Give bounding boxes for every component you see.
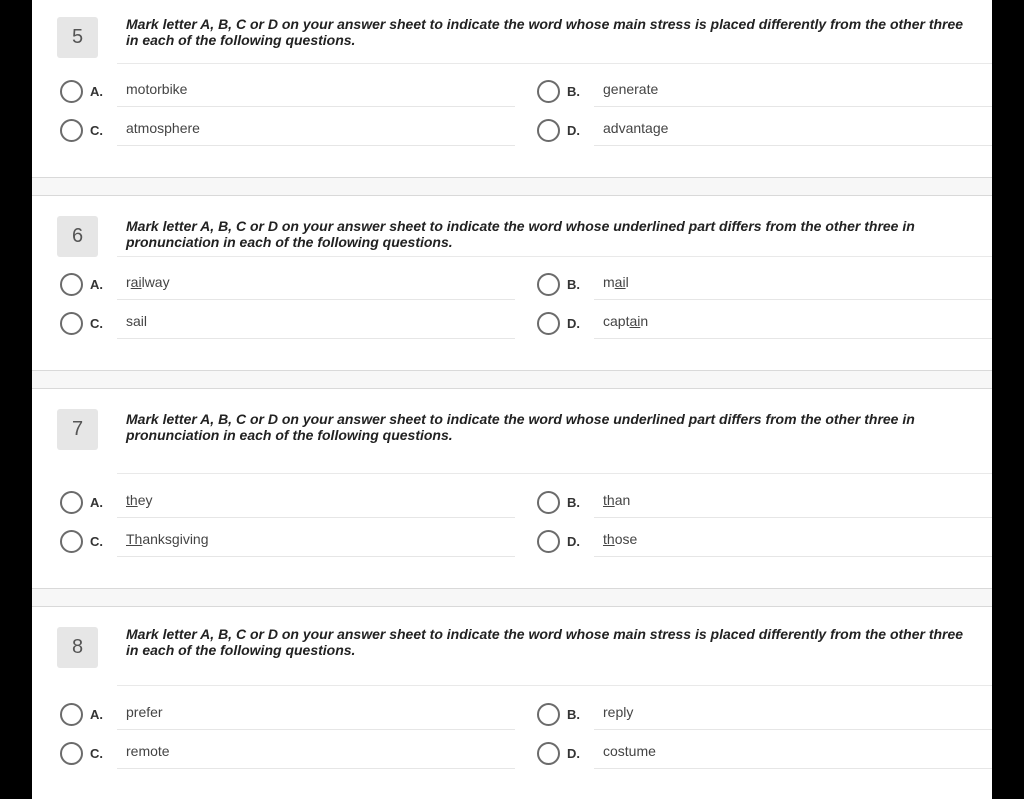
option-a[interactable] xyxy=(60,269,520,299)
answer-underline xyxy=(117,517,515,518)
question-separator xyxy=(32,588,992,606)
option-text: sail xyxy=(126,313,148,329)
answer-underline xyxy=(594,729,992,730)
radio-button[interactable] xyxy=(537,742,560,765)
radio-button[interactable] xyxy=(60,530,83,553)
option-text: atmosphere xyxy=(126,120,200,136)
radio-button[interactable] xyxy=(60,119,83,142)
option-b[interactable] xyxy=(537,76,992,106)
option-text: generate xyxy=(603,81,659,97)
option-letter: D. xyxy=(567,746,580,761)
radio-button[interactable] xyxy=(60,80,83,103)
answer-underline xyxy=(594,145,992,146)
radio-button[interactable] xyxy=(60,742,83,765)
question-prompt: Mark letter A, B, C or D on your answer sheet to indicate the word whose underlined part differs from the other three in pronunciation in each of the following questions. xyxy=(126,411,915,443)
question-5 xyxy=(32,0,992,177)
answer-underline xyxy=(594,106,992,107)
option-b[interactable] xyxy=(537,699,992,729)
prompt-divider xyxy=(117,256,992,257)
option-letter: C. xyxy=(90,123,103,138)
option-letter: D. xyxy=(567,123,580,138)
answer-underline xyxy=(594,517,992,518)
answer-underline xyxy=(117,729,515,730)
option-letter: B. xyxy=(567,707,580,722)
radio-button[interactable] xyxy=(537,491,560,514)
question-number: 5 xyxy=(57,17,98,58)
answer-underline xyxy=(594,556,992,557)
option-letter: A. xyxy=(90,84,103,99)
question-prompt: Mark letter A, B, C or D on your answer sheet to indicate the word whose main stress is placed differently from the other three in each of the following questions. xyxy=(126,16,964,48)
option-text: remote xyxy=(126,743,170,759)
option-text: captain xyxy=(603,313,649,329)
option-d[interactable] xyxy=(537,308,992,338)
radio-button[interactable] xyxy=(537,703,560,726)
option-text: than xyxy=(603,492,631,508)
option-letter: B. xyxy=(567,277,580,292)
option-text: advantage xyxy=(603,120,669,136)
option-d[interactable] xyxy=(537,526,992,556)
radio-button[interactable] xyxy=(60,312,83,335)
option-c[interactable] xyxy=(60,115,520,145)
option-letter: B. xyxy=(567,84,580,99)
answer-underline xyxy=(117,145,515,146)
answer-underline xyxy=(117,299,515,300)
question-8 xyxy=(32,606,992,799)
radio-button[interactable] xyxy=(60,273,83,296)
option-letter: D. xyxy=(567,534,580,549)
question-7 xyxy=(32,388,992,589)
option-letter: A. xyxy=(90,277,103,292)
option-letter: D. xyxy=(567,316,580,331)
answer-underline xyxy=(594,768,992,769)
radio-button[interactable] xyxy=(537,273,560,296)
option-b[interactable] xyxy=(537,269,992,299)
option-a[interactable] xyxy=(60,76,520,106)
radio-button[interactable] xyxy=(60,703,83,726)
question-prompt: Mark letter A, B, C or D on your answer sheet to indicate the word whose main stress is placed differently from the other three in each of the following questions. xyxy=(126,626,964,658)
option-text: railway xyxy=(126,274,170,290)
option-text: motorbike xyxy=(126,81,188,97)
option-text: those xyxy=(603,531,638,547)
option-text: reply xyxy=(603,704,634,720)
answer-underline xyxy=(117,556,515,557)
option-a[interactable] xyxy=(60,487,520,517)
option-text: prefer xyxy=(126,704,163,720)
question-number: 6 xyxy=(57,216,98,257)
option-c[interactable] xyxy=(60,526,520,556)
question-separator xyxy=(32,177,992,195)
radio-button[interactable] xyxy=(537,530,560,553)
radio-button[interactable] xyxy=(60,491,83,514)
quiz-sheet xyxy=(32,0,992,799)
option-text: they xyxy=(126,492,153,508)
option-letter: A. xyxy=(90,707,103,722)
question-prompt: Mark letter A, B, C or D on your answer sheet to indicate the word whose underlined part differs from the other three in pronunciation in each of the following questions. xyxy=(126,218,915,250)
question-number: 8 xyxy=(57,627,98,668)
radio-button[interactable] xyxy=(537,119,560,142)
option-text: Thanksgiving xyxy=(126,531,209,547)
answer-underline xyxy=(117,768,515,769)
option-c[interactable] xyxy=(60,738,520,768)
option-text: mail xyxy=(603,274,629,290)
option-d[interactable] xyxy=(537,738,992,768)
option-letter: C. xyxy=(90,746,103,761)
answer-underline xyxy=(117,338,515,339)
prompt-divider xyxy=(117,685,992,686)
answer-underline xyxy=(117,106,515,107)
radio-button[interactable] xyxy=(537,312,560,335)
option-letter: B. xyxy=(567,495,580,510)
prompt-divider xyxy=(117,473,992,474)
answer-underline xyxy=(594,299,992,300)
option-letter: C. xyxy=(90,534,103,549)
option-letter: A. xyxy=(90,495,103,510)
option-b[interactable] xyxy=(537,487,992,517)
prompt-divider xyxy=(117,63,992,64)
radio-button[interactable] xyxy=(537,80,560,103)
answer-underline xyxy=(594,338,992,339)
option-a[interactable] xyxy=(60,699,520,729)
option-letter: C. xyxy=(90,316,103,331)
question-number: 7 xyxy=(57,409,98,450)
option-text: costume xyxy=(603,743,656,759)
question-separator xyxy=(32,370,992,388)
option-d[interactable] xyxy=(537,115,992,145)
question-6 xyxy=(32,195,992,371)
option-c[interactable] xyxy=(60,308,520,338)
